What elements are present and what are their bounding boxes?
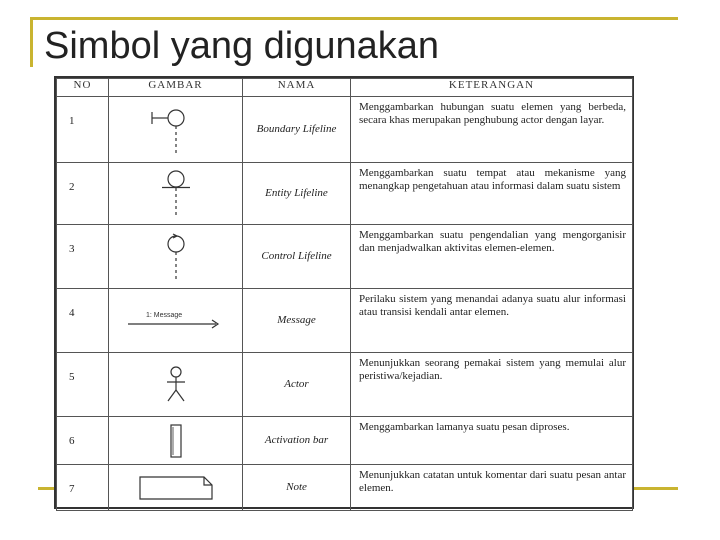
symbol-name: Actor [243, 353, 351, 417]
symbol-name: Control Lifeline [243, 225, 351, 289]
left-accent-rule [30, 17, 33, 67]
symbol-name: Activation bar [243, 417, 351, 465]
slide-title: Simbol yang digunakan [44, 25, 440, 67]
table-row [57, 97, 633, 163]
symbol-table [54, 76, 634, 509]
header-no: NO [57, 79, 109, 97]
table-row [57, 163, 633, 225]
header-keterangan: KETERANGAN [351, 79, 633, 97]
row-number: 6 [69, 435, 75, 447]
table-row [57, 353, 633, 417]
symbol-description: Menggambarkan suatu pengendalian yang mengorganisir dan menjadwalkan aktivitas elemen-elemen. [359, 229, 626, 255]
row-number: 1 [69, 115, 75, 127]
message-arrow-label: 1: Message [145, 311, 182, 319]
symbol-name: Note [243, 465, 351, 511]
symbol-description: Menunjukkan catatan untuk komentar dari suatu pesan antar elemen. [359, 469, 626, 495]
row-number: 7 [69, 483, 75, 495]
top-accent-rule [30, 17, 678, 20]
symbol-name: Entity Lifeline [243, 163, 351, 225]
actor-stick-figure-icon [156, 365, 196, 405]
row-number: 5 [69, 371, 75, 383]
symbol-name: Boundary Lifeline [243, 97, 351, 163]
row-number: 2 [69, 181, 75, 193]
activation-bar-icon [166, 423, 186, 459]
table-row [57, 225, 633, 289]
note-icon [134, 473, 218, 503]
table-row [57, 289, 633, 353]
header-nama: NAMA [243, 79, 351, 97]
message-arrow-icon [124, 306, 228, 336]
symbol-description: Menunjukkan seorang pemakai sistem yang memulai alur peristiwa/kejadian. [359, 357, 626, 383]
entity-lifeline-icon [136, 169, 216, 219]
row-number: 3 [69, 243, 75, 255]
table-row [57, 465, 633, 511]
symbol-description: Menggambarkan suatu tempat atau mekanisme yang menangkap pengetahuan atau informasi dalam suatu sistem [359, 167, 626, 193]
symbol-name: Message [243, 289, 351, 353]
row-number: 4 [69, 307, 75, 319]
symbol-description: Perilaku sistem yang menandai adanya suatu alur informasi atau transisi kendali antar elemen. [359, 293, 626, 319]
symbol-description: Menggambarkan hubungan suatu elemen yang berbeda, secara khas merupakan penghubung actor dengan layar. [359, 101, 626, 127]
bottom-accent-rule-right [634, 487, 678, 490]
table-header-row [57, 79, 633, 97]
control-lifeline-icon [136, 230, 216, 284]
boundary-lifeline-icon [136, 104, 216, 156]
symbol-description: Menggambarkan lamanya suatu pesan diproses. [359, 421, 570, 433]
header-gambar: GAMBAR [109, 79, 243, 97]
table-row [57, 417, 633, 465]
